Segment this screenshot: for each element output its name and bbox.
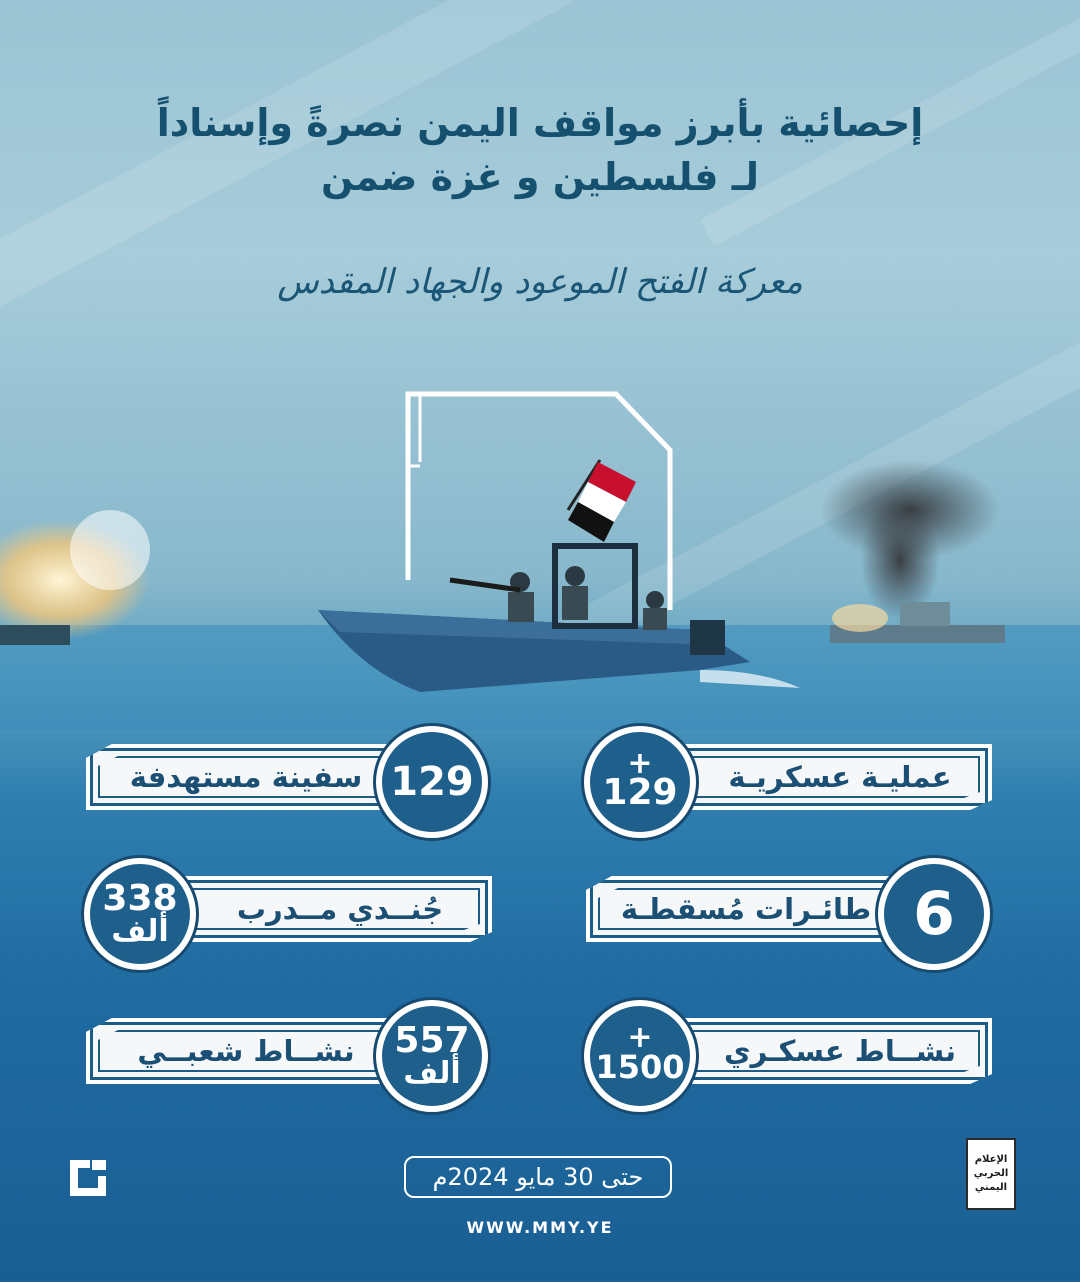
stat-label: عمليـة عسكريـة bbox=[728, 760, 952, 794]
brand-logo-text: الحربي bbox=[973, 1168, 1009, 1179]
stat-ships-targeted bbox=[86, 744, 416, 810]
stat-value: 1500 bbox=[595, 1048, 685, 1086]
stat-label: سفينة مستهدفة bbox=[129, 760, 363, 794]
burning-ship-left bbox=[0, 510, 150, 645]
stat-drones-downed bbox=[586, 876, 916, 942]
calligraphy-subtitle: معركة الفتح الموعود والجهاد المقدس bbox=[277, 262, 803, 302]
brand-logo-text: الإعلام bbox=[974, 1154, 1008, 1165]
stat-value-circle bbox=[584, 1000, 696, 1112]
sea-scene bbox=[0, 370, 1080, 730]
stat-label: جُنــدي مــدرب bbox=[236, 892, 444, 926]
page-title-line1: إحصائية بأبرز مواقف اليمن نصرةً وإسناداً bbox=[156, 101, 924, 145]
smoking-ship-right bbox=[820, 460, 1005, 643]
brand-logo-icon bbox=[966, 1138, 1016, 1210]
page-title bbox=[120, 96, 960, 204]
stat-unit: ألف bbox=[403, 1056, 461, 1091]
page-title-line2: لـ فلسطين و غزة ضمن bbox=[320, 155, 759, 199]
stat-label: نشــاط عسكـري bbox=[723, 1034, 957, 1068]
stat-value-circle bbox=[376, 1000, 488, 1112]
stat-value: 6 bbox=[913, 879, 955, 949]
stat-prefix: + bbox=[627, 746, 653, 781]
stat-prefix: + bbox=[627, 1020, 653, 1055]
website-url[interactable]: WWW.MMY.YE bbox=[466, 1218, 614, 1237]
stat-value-circle bbox=[584, 726, 696, 838]
stat-label: نشــاط شعبــي bbox=[137, 1034, 355, 1068]
stat-label: طائـرات مُسقطـة bbox=[620, 892, 872, 926]
stat-value-circle bbox=[878, 858, 990, 970]
stat-value-circle bbox=[376, 726, 488, 838]
brand-logo-text: اليمني bbox=[974, 1182, 1008, 1193]
stat-unit: ألف bbox=[111, 914, 169, 949]
corner-logo-icon bbox=[66, 1156, 110, 1200]
stat-value: 338 bbox=[102, 878, 178, 919]
stat-value: 129 bbox=[602, 772, 678, 813]
date-badge: حتى 30 مايو 2024م bbox=[404, 1156, 672, 1198]
yemen-flag-icon bbox=[568, 460, 636, 542]
stat-value: 129 bbox=[390, 759, 474, 805]
stat-value: 557 bbox=[394, 1020, 470, 1061]
target-frame bbox=[408, 394, 670, 610]
stat-value-circle bbox=[84, 858, 196, 970]
stat-popular-activity bbox=[86, 1018, 416, 1084]
